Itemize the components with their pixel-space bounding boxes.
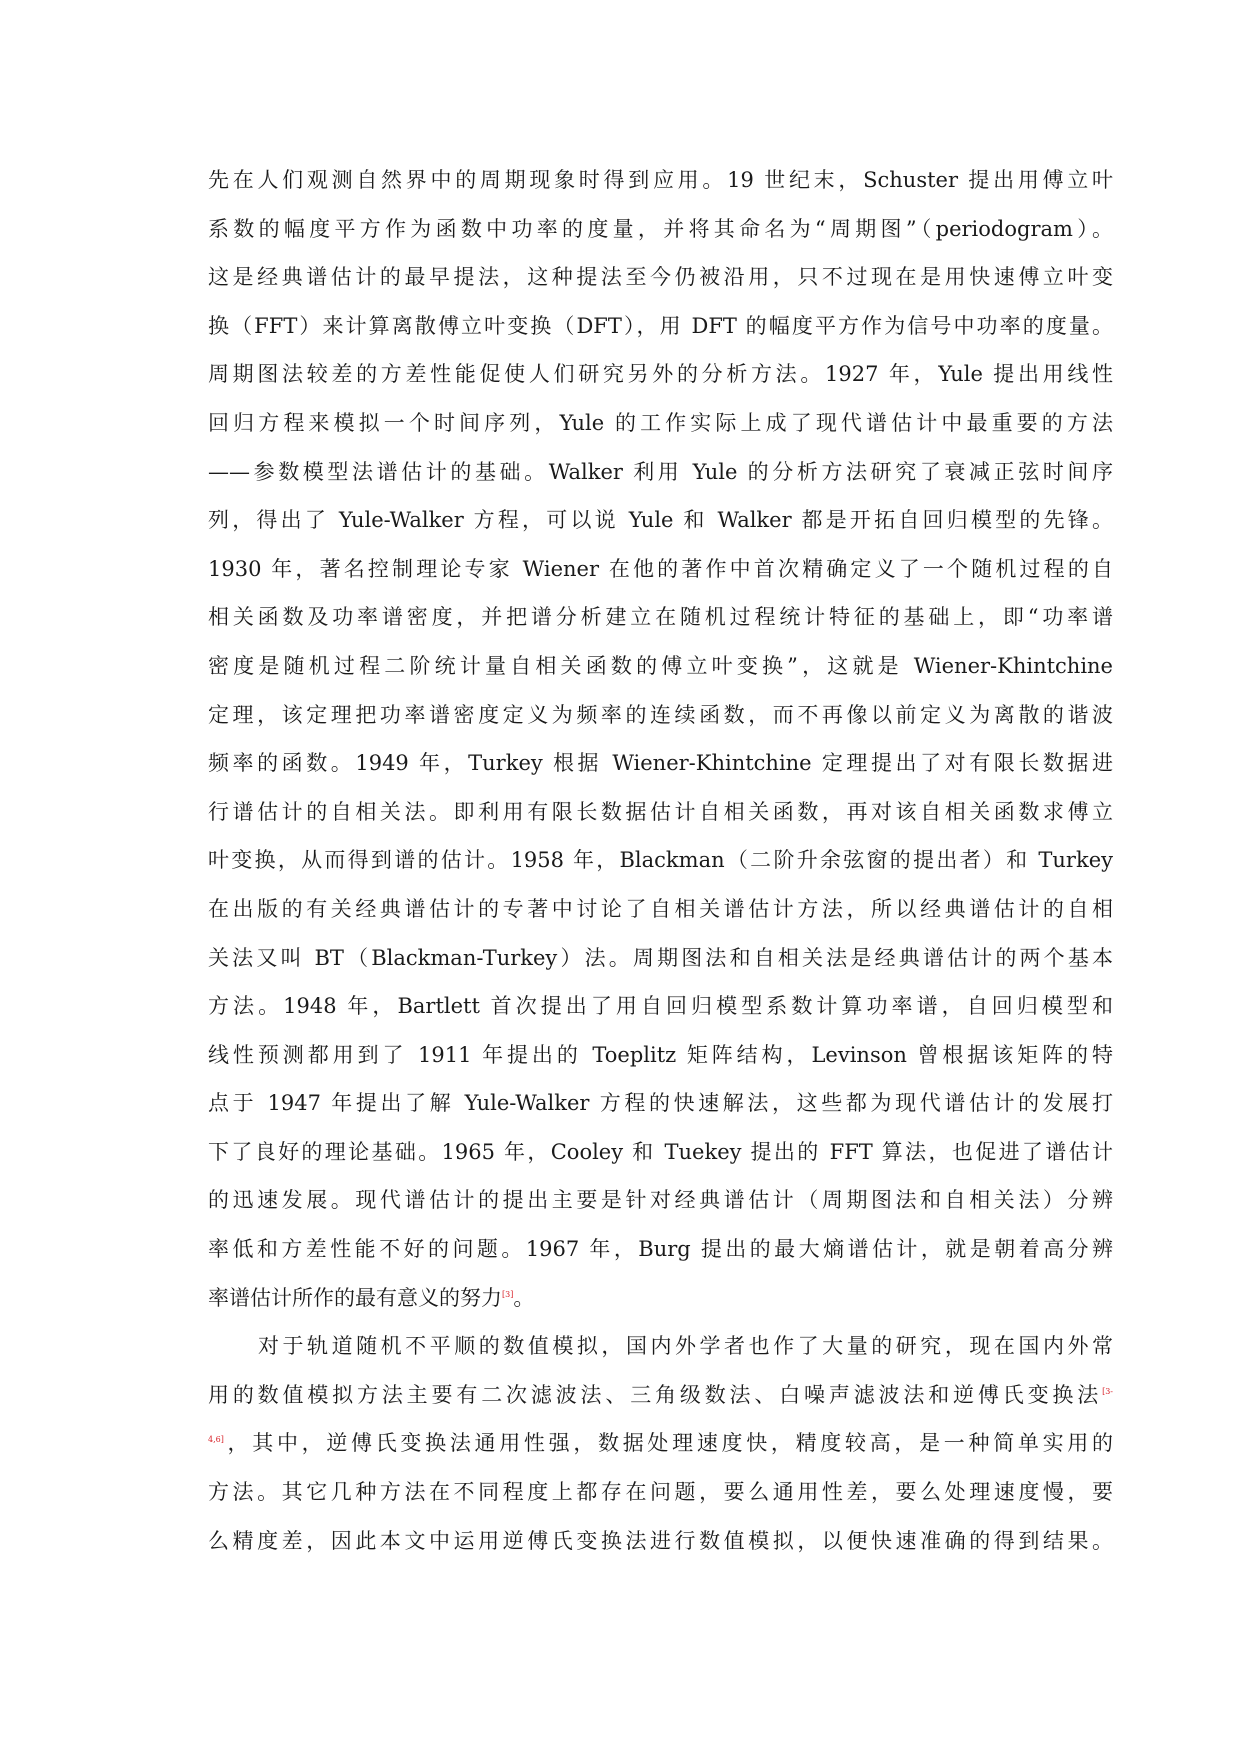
text-line: 方法。1948 年，Bartlett 首次提出了用自回归模型系数计算功率谱，自回归模型和 [208, 994, 1113, 1019]
text-line: 么精度差，因此本文中运用逆傅氏变换法进行数值模拟，以便快速准确的得到结果。 [208, 1528, 1113, 1553]
text-line: 1930 年，著名控制理论专家 Wiener 在他的著作中首次精确定义了一个随机过程的自 [208, 556, 1113, 581]
line-text: 用的数值模拟方法主要有二次滤波法、三角级数法、白噪声滤波法和逆傅氏变换法 [208, 1382, 1103, 1407]
text-line: 下了良好的理论基础。1965 年，Cooley 和 Tuekey 提出的 FFT 算法，也促进了谱估计 [208, 1139, 1113, 1164]
text-line: 频率的函数。1949 年，Turkey 根据 Wiener-Khintchine 定理提出了对有限长数据进 [208, 751, 1113, 776]
line-text: ，其中，逆傅氏变换法通用性强，数据处理速度快，精度较高，是一种简单实用的 [223, 1431, 1113, 1456]
text-line: 换（FFT）来计算离散傅立叶变换（DFT），用 DFT 的幅度平方作为信号中功率的度量。 [208, 313, 1113, 338]
text-line: 在出版的有关经典谱估计的专著中讨论了自相关谱估计方法，所以经典谱估计的自相 [208, 896, 1113, 921]
text-line: 周期图法较差的方差性能促使人们研究另外的分析方法。1927 年，Yule 提出用线性 [208, 362, 1113, 387]
text-line: 的迅速发展。现代谱估计的提出主要是针对经典谱估计（周期图法和自相关法）分辨 [208, 1188, 1113, 1213]
line-text: 率谱估计所作的最有意义的努力 [208, 1285, 502, 1310]
text-line: 叶变换，从而得到谱的估计。1958 年，Blackman（二阶升余弦窗的提出者）和 Turkey [208, 848, 1113, 873]
text-line: 先在人们观测自然界中的周期现象时得到应用。19 世纪末，Schuster 提出用傅立叶 [208, 168, 1113, 192]
text-line: 点于 1947 年提出了解 Yule-Walker 方程的快速解法，这些都为现代谱估计的发展打 [208, 1091, 1113, 1116]
text-line: 线性预测都用到了 1911 年提出的 Toeplitz 矩阵结构，Levinson 曾根据该矩阵的特 [208, 1042, 1113, 1067]
text-line: 对于轨道随机不平顺的数值模拟，国内外学者也作了大量的研究，现在国内外常 [258, 1334, 1113, 1359]
text-line: 方法。其它几种方法在不同程度上都存在问题，要么通用性差，要么处理速度慢，要 [208, 1480, 1113, 1505]
text-line [208, 1371, 1113, 1420]
citation-ref[interactable]: 4,6] [208, 1435, 224, 1445]
text-line: 相关函数及功率谱密度，并把谱分析建立在随机过程统计特征的基础上，即“功率谱 [208, 605, 1113, 630]
line-text: 。 [513, 1285, 535, 1310]
text-line [208, 1274, 1113, 1323]
text-line: 这是经典谱估计的最早提法，这种提法至今仍被沿用，只不过现在是用快速傅立叶变 [208, 265, 1113, 290]
citation-ref[interactable]: [3] [502, 1289, 514, 1299]
text-line: 定理，该定理把功率谱密度定义为频率的连续函数，而不再像以前定义为离散的谐波 [208, 702, 1113, 727]
body-text [208, 156, 1113, 1565]
text-line: 密度是随机过程二阶统计量自相关函数的傅立叶变换”，这就是 Wiener-Khintchine [208, 653, 1113, 678]
text-line: ——参数模型法谱估计的基础。Walker 利用 Yule 的分析方法研究了衰减正弦时间序 [208, 459, 1113, 484]
citation-ref[interactable]: [3- [1102, 1386, 1113, 1396]
text-line: 列，得出了 Yule-Walker 方程，可以说 Yule 和 Walker 都是开拓自回归模型的先锋。 [208, 508, 1113, 533]
text-line: 率低和方差性能不好的问题。1967 年，Burg 提出的最大熵谱估计，就是朝着高分辨 [208, 1237, 1113, 1262]
text-line: 系数的幅度平方作为函数中功率的度量，并将其命名为“周期图”（periodogram）。 [208, 216, 1113, 241]
text-line [208, 1419, 1113, 1468]
text-line: 回归方程来模拟一个时间序列，Yule 的工作实际上成了现代谱估计中最重要的方法 [208, 410, 1113, 435]
text-line: 行谱估计的自相关法。即利用有限长数据估计自相关函数，再对该自相关函数求傅立 [208, 799, 1113, 824]
text-line: 关法又叫 BT（Blackman-Turkey）法。周期图法和自相关法是经典谱估计的两个基本 [208, 945, 1113, 970]
